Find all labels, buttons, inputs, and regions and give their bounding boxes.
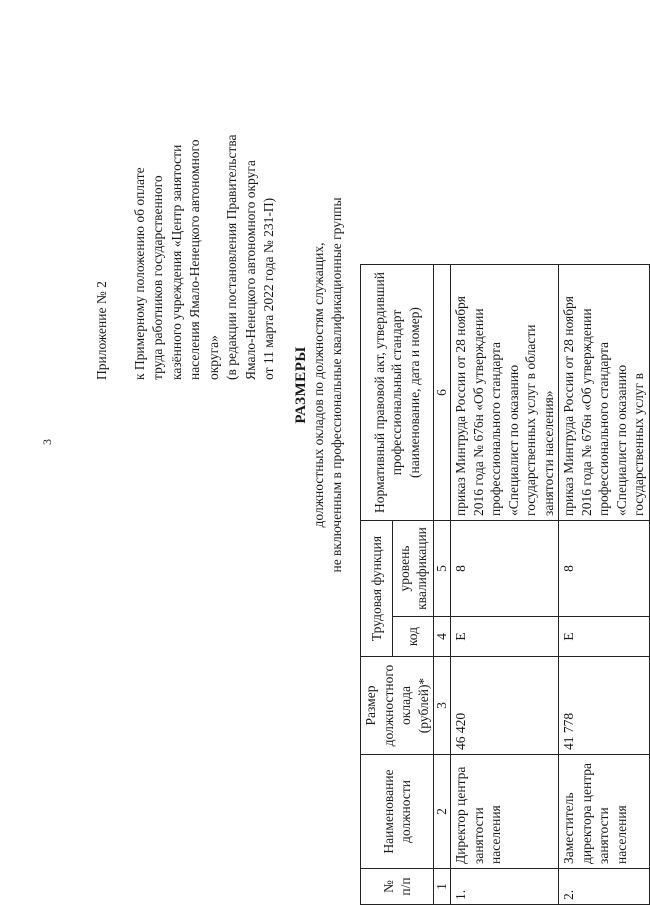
header-labor-function: Трудовая функция xyxy=(361,521,393,657)
header-position: Наименование должности xyxy=(361,755,434,869)
appendix-line: казённого учреждения «Центр занятости xyxy=(168,144,184,380)
heading-subtitle-line1: должностных окладов по должностям служащих, xyxy=(311,242,326,528)
page-number: 3 xyxy=(40,439,54,445)
heading-subtitle-line2: не включенным в профессиональные квалификационные группы xyxy=(329,197,344,573)
header-level: уровень квалификации xyxy=(393,521,434,617)
column-number: 6 xyxy=(434,265,451,521)
table-row xyxy=(559,265,650,905)
row-code: E xyxy=(451,617,559,657)
appendix-line: населения Ямало-Ненецкого автономного xyxy=(187,139,202,380)
row-position: Заместитель директора центра занятости населения xyxy=(559,755,650,869)
appendix-line: округа» xyxy=(205,335,221,380)
column-number: 4 xyxy=(434,617,451,657)
appendix-line: от 11 марта 2022 года № 231-П) xyxy=(261,197,276,380)
row-num: 1. xyxy=(451,869,559,905)
column-number-row xyxy=(434,265,451,905)
row-position: Директор центра занятости населения xyxy=(451,755,559,869)
column-number: 1 xyxy=(434,869,451,905)
header-code: код xyxy=(393,617,434,657)
heading-title: РАЗМЕРЫ xyxy=(293,346,309,424)
appendix-block xyxy=(93,20,279,380)
appendix-number: Приложение № 2 xyxy=(94,281,109,380)
row-salary: 46 420 xyxy=(451,657,559,755)
row-code: E xyxy=(559,617,650,657)
appendix-line: Ямало-Ненецкого автономного округа xyxy=(242,160,258,380)
header-salary: Размер должностного оклада (рублей)* xyxy=(361,657,434,755)
row-num: 2. xyxy=(559,869,650,905)
column-number: 2 xyxy=(434,755,451,869)
table-row xyxy=(451,265,559,905)
column-number: 3 xyxy=(434,657,451,755)
header-act: Нормативный правовой акт, утвердивший профессиональный стандарт (наименование, дата и номер) xyxy=(361,265,434,521)
row-act: приказ Минтруда России от 28 ноября 2016 года № 676н «Об утверждении профессионального стандарта «Специалист по оказанию государственных услуг в области занятости населения» xyxy=(451,265,559,521)
appendix-line: труда работников государственного xyxy=(150,175,165,380)
row-salary: 41 778 xyxy=(559,657,650,755)
column-number: 5 xyxy=(434,521,451,617)
salary-table xyxy=(360,264,650,905)
appendix-line: к Примерному положению об оплате xyxy=(131,167,147,380)
document-heading xyxy=(292,115,346,655)
table-header-row xyxy=(361,265,393,905)
row-level: 8 xyxy=(559,521,650,617)
header-num: № п/п xyxy=(361,869,434,905)
row-level: 8 xyxy=(451,521,559,617)
appendix-line: (в редакции постановления Правительства xyxy=(224,134,239,380)
row-act: приказ Минтруда России от 28 ноября 2016 года № 676н «Об утверждении профессионального стандарта «Специалист по оказанию государственных услуг в xyxy=(559,265,650,521)
